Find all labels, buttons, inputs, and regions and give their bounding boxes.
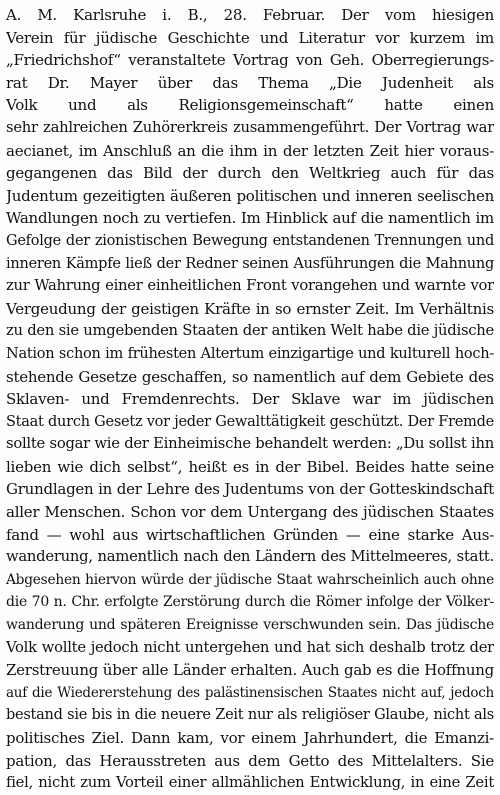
article-line: pation, das Herausstreten aus dem Getto des Mittelalters. Sie [6,751,494,770]
article-line: wanderung und späteren Ereignisse verschwunden sein. Das jüdische [6,617,494,634]
article-line: aecianet, im Anschluß an die ihm in der letzten Zeit hier voraus- [6,141,494,160]
article-line: Abgesehen hiervon würde der jüdische Staat wahrscheinlich auch ohne [6,571,494,588]
article-line: Vergeudung der geistigen Kräfte in so ernster Zeit. Im Verhältnis [6,299,494,318]
article-line: stehende Gesetze geschaffen, so namentlich auf dem Gebiete des [6,367,494,386]
article-line: zur Wahrung einer einheitlichen Front vorangehen und warnte vor [6,277,494,295]
article-line: inneren Kämpfe ließ der Redner seinen Ausführungen die Mahnung [6,255,494,272]
article-line: Grundlagen in der Lehre des Judentums von der Gotteskindschaft [6,480,494,499]
article-line: Zerstreuung über alle Länder erhalten. Auch gab es die Hoffnung [6,661,494,680]
article-line: fand — wohl aus wirtschaftlichen Gründen — eine starke Aus- [6,525,494,544]
article-line: die 70 n. Chr. erfolgte Zerstörung durch die Römer infolge der Völker- [6,594,494,611]
article-line: zu den sie umgebenden Staaten der antiken Welt habe die jüdische [6,322,494,340]
article-line: Nation schon im frühesten Altertum einzigartige und kulturell hoch- [6,345,494,362]
article-line: Volk wollte jedoch nicht untergehen und hat sich deshalb trotz der [6,638,494,656]
article-line: fiel, nicht zum Vorteil einer allmählichen Entwicklung, in eine Zeit [6,774,494,792]
article-line: politisches Ziel. Dann kam, vor einem Jahrhundert, die Emanzi- [6,729,494,747]
article-line: Verein für jüdische Geschichte und Literatur vor kurzem im [6,28,494,47]
article-line: Sklaven- und Fremdenrechts. Der Sklave war im jüdischen [6,390,494,409]
article-line: sollte sogar wie der Einheimische behandelt werden: „Du sollst ihn [6,435,494,453]
article-line: gegangenen das Bild der durch den Weltkrieg auch für das [6,164,494,183]
article-line: lieben wie dich selbst“, heißt es in der Bibel. Beides hatte seine [6,457,494,476]
article-line: Judentum gezeitigten äußeren politischen und inneren seelischen [6,186,494,205]
article-line: auf die Wiedererstehung des palästinensischen Staates nicht auf, jedoch [6,684,494,701]
article-line: aller Menschen. Schon vor dem Untergang des jüdischen Staates [6,503,494,522]
article-line: Staat durch Gesetz vor jeder Gewalttätigkeit geschützt. Der Fremde [6,413,494,430]
article-line: Gefolge der zionistischen Bewegung entstandenen Trennungen und [6,232,494,249]
article-line: Volk und als Religionsgemeinschaft“ hatte einen [6,96,494,115]
article-line: „Friedrichshof“ veranstaltete Vortrag von Geh. Oberregierungs- [6,51,494,70]
article-line: Wandlungen noch zu vertiefen. Im Hinblick auf die namentlich im [6,209,494,228]
article-line: A. M. Karlsruhe i. B., 28. Februar. Der vom hiesigen [6,6,494,24]
article-line: sehr zahlreichen Zuhörerkreis zusammengeführt. Der Vortrag war [6,118,494,136]
article-column [6,4,494,795]
article-line: bestand sie bis in die neuere Zeit nur als religiöser Glaube, nicht als [6,707,494,724]
article-line: wanderung, namentlich nach den Ländern des Mittelmeeres, statt. [6,548,494,566]
article-line: rat Dr. Mayer über das Thema „Die Judenheit als [6,73,494,92]
